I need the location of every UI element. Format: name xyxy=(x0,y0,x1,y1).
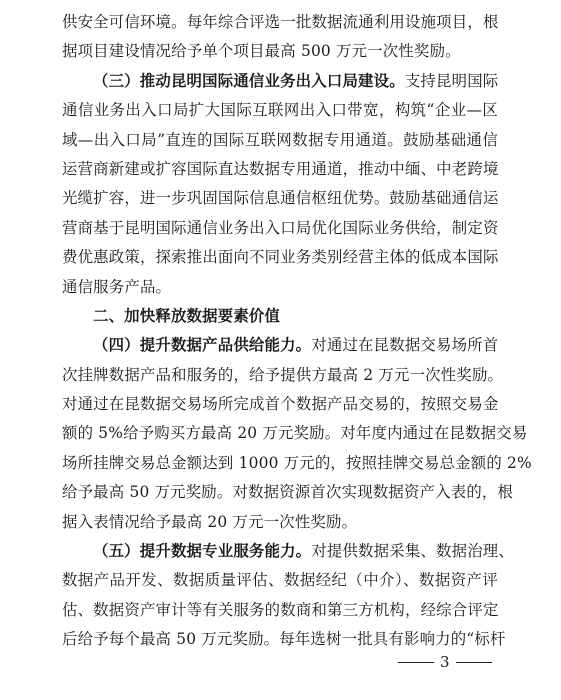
line-text: 次挂牌数据产品和服务的，给予提供方最高 2 万元一次性奖励。 xyxy=(62,365,504,384)
page-number: 3 xyxy=(440,653,450,671)
paragraph-line xyxy=(62,566,498,595)
footer-dash-left xyxy=(398,662,434,663)
line-text: 供安全可信环境。每年综合评选一批数据流通利用设施项目，根 xyxy=(62,13,499,31)
paragraph-line xyxy=(62,625,506,654)
section-heading-text: 二、加快释放数据要素价值 xyxy=(93,306,281,325)
line-text: 营商基于昆明国际通信业务出入口局优化国际业务供给，制定资 xyxy=(62,218,499,237)
paragraph-line xyxy=(62,273,498,302)
page-footer xyxy=(398,652,498,672)
paragraph-line xyxy=(62,596,498,625)
line-text: 数据产品开发、数据质量评估、数据经纪（中介）、数据资产评 xyxy=(62,571,498,590)
paragraph-line xyxy=(62,508,498,537)
line-text: 运营商新建或扩容国际直达数据专用通道，推动中缅、中老跨境 xyxy=(62,159,499,178)
subsection-lead: （五）提升数据专业服务能力。 xyxy=(93,542,312,561)
line-text: 估、数据资产审计等有关服务的数商和第三方机构，经综合评定 xyxy=(62,600,499,619)
paragraph-line xyxy=(62,37,498,66)
paragraph-line xyxy=(62,449,532,478)
paragraph-line xyxy=(62,214,498,243)
line-text: 对通过在昆数据交易场所首 xyxy=(311,336,499,355)
line-text: 据项目建设情况给予单个项目最高 500 万元一次性奖励。 xyxy=(62,42,461,61)
subsection-lead: （三）推动昆明国际通信业务出入口局建设。 xyxy=(93,71,405,90)
line-text: 通信服务产品。 xyxy=(62,277,172,296)
line-text: 据入表情况给予最高 20 万元一次性奖励。 xyxy=(62,512,358,531)
line-text: 对提供数据采集、数据治理、 xyxy=(311,542,514,561)
paragraph-line xyxy=(62,243,498,272)
paragraph-line xyxy=(62,155,498,184)
paragraph-line xyxy=(62,361,504,390)
line-text: 额的 5%给予购买方最高 20 万元奖励。对年度内通过在昆数据交易 xyxy=(62,424,528,443)
line-text: 光缆扩容，进一步巩固国际信息通信枢纽优势。鼓励基础通信运 xyxy=(62,189,499,208)
section-heading xyxy=(62,302,498,331)
paragraph-line xyxy=(62,478,514,507)
document-body xyxy=(62,8,532,655)
line-text: 域—出入口局”直连的国际互联网数据专用通道。鼓励基础通信 xyxy=(62,130,498,149)
footer-dash-right xyxy=(456,662,492,663)
line-text: 对通过在昆数据交易场所完成首个数据产品交易的，按照交易金 xyxy=(62,395,499,414)
subsection-lead: （四）提升数据产品供给能力。 xyxy=(93,336,312,355)
paragraph-line xyxy=(62,537,514,566)
line-text: 场所挂牌交易总金额达到 1000 万元的，按照挂牌交易总金额的 2% xyxy=(62,453,532,472)
line-text: 后给予每个最高 50 万元奖励。每年选树一批具有影响力的“标杆 xyxy=(62,630,506,649)
line-text: 支持昆明国际 xyxy=(404,71,499,90)
paragraph-line xyxy=(62,67,498,96)
paragraph-line xyxy=(62,126,498,155)
line-text: 费优惠政策，探索推出面向不同业务类别经营主体的低成本国际 xyxy=(62,248,499,267)
paragraph-line xyxy=(62,184,498,213)
paragraph-line xyxy=(62,8,498,37)
paragraph-line xyxy=(62,331,498,360)
paragraph-line xyxy=(62,390,498,419)
paragraph-line xyxy=(62,419,528,448)
line-text: 通信业务出入口局扩大国际互联网出入口带宽，构筑“企业—区 xyxy=(62,101,498,120)
line-text: 给予最高 50 万元奖励。对数据资源首次实现数据资产入表的，根 xyxy=(62,483,514,502)
paragraph-line xyxy=(62,96,498,125)
